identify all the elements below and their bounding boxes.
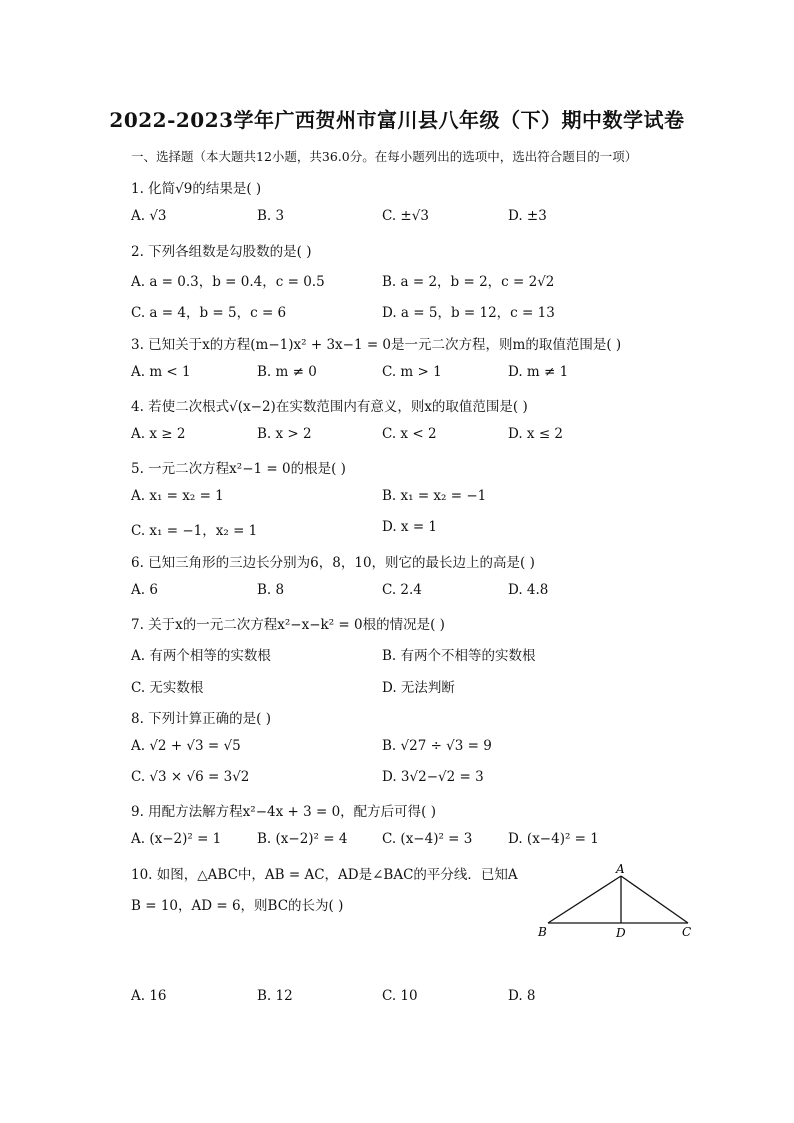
question-5-option-b: B. x₁ = x₂ = −1 [382,488,487,504]
side-ab [548,876,621,923]
question-5-option-d: D. x = 1 [382,519,438,535]
question-1-option-b: B. 3 [257,208,285,224]
question-1-option-c: C. ±√3 [382,208,429,224]
page-title: 2022-2023学年广西贺州市富川县八年级（下）期中数学试卷 [109,108,685,132]
question-10-option-b: B. 12 [257,988,293,1004]
question-4-option-d: D. x ≤ 2 [508,426,564,442]
question-2-option-b: B. a = 2，b = 2，c = 2√2 [382,274,555,290]
question-8-option-b: B. √27 ÷ √3 = 9 [382,738,492,754]
question-1-option-a: A. √3 [131,208,167,224]
section-heading: 一、选择题（本大题共12小题，共36.0分。在每小题列出的选项中，选出符合题目的一项） [131,149,638,164]
question-10-option-d: D. 8 [508,988,536,1004]
question-8-option-d: D. 3√2−√2 = 3 [382,769,484,785]
question-2-stem: 2. 下列各组数是勾股数的是( ) [131,244,312,260]
question-4-option-a: A. x ≥ 2 [131,426,186,442]
question-7-option-d: D. 无法判断 [382,680,455,696]
point-label-d: D [616,926,626,940]
question-4-stem: 4. 若使二次根式√(x−2)在实数范围内有意义，则x的取值范围是( ) [131,399,528,415]
question-7-option-a: A. 有两个相等的实数根 [131,648,271,664]
question-3-option-d: D. m ≠ 1 [508,364,569,380]
question-3-stem: 3. 已知关于x的方程(m−1)x² + 3x−1 = 0是一元二次方程，则m的取值范围是( ) [131,337,622,353]
question-5-option-c: C. x₁ = −1，x₂ = 1 [131,523,258,539]
question-6-option-a: A. 6 [131,582,158,598]
question-7-option-b: B. 有两个不相等的实数根 [382,648,536,664]
question-4-option-b: B. x > 2 [257,426,312,442]
question-8-option-c: C. √3 × √6 = 3√2 [131,769,250,785]
question-8-stem: 8. 下列计算正确的是( ) [131,711,271,727]
question-9-stem: 9. 用配方法解方程x²−4x + 3 = 0，配方后可得( ) [131,804,437,820]
question-1-option-d: D. ±3 [508,208,547,224]
question-10-stem-line-1: 10. 如图，△ABC中，AB = AC，AD是∠BAC的平分线．已知A [131,867,518,883]
question-6-option-b: B. 8 [257,582,285,598]
question-9-option-a: A. (x−2)² = 1 [131,831,222,847]
vertex-label-c: C [682,925,692,939]
question-1-stem: 1. 化简√9的结果是( ) [131,181,262,197]
question-6-option-c: C. 2.4 [382,582,422,598]
question-2-option-c: C. a = 4，b = 5，c = 6 [131,305,287,321]
question-7-option-c: C. 无实数根 [131,680,204,696]
question-4-option-c: C. x < 2 [382,426,437,442]
question-6-stem: 6. 已知三角形的三边长分别为6，8，10，则它的最长边上的高是( ) [131,555,535,571]
question-7-stem: 7. 关于x的一元二次方程x²−x−k² = 0根的情况是( ) [131,617,445,633]
question-9-option-b: B. (x−2)² = 4 [257,831,348,847]
side-ac [621,876,688,923]
question-5-option-a: A. x₁ = x₂ = 1 [131,488,224,504]
question-3-option-a: A. m < 1 [131,364,191,380]
question-3-option-b: B. m ≠ 0 [257,364,317,380]
question-10-option-c: C. 10 [382,988,418,1004]
question-9-option-c: C. (x−4)² = 3 [382,831,473,847]
question-5-stem: 5. 一元二次方程x²−1 = 0的根是( ) [131,461,346,477]
question-8-option-a: A. √2 + √3 = √5 [131,738,241,754]
question-9-option-d: D. (x−4)² = 1 [508,831,599,847]
vertex-label-a: A [616,862,625,876]
question-6-option-d: D. 4.8 [508,582,549,598]
question-2-option-a: A. a = 0.3，b = 0.4，c = 0.5 [131,274,325,290]
question-2-option-d: D. a = 5，b = 12，c = 13 [382,305,555,321]
question-10-stem-line-2: B = 10，AD = 6，则BC的长为( ) [131,898,344,914]
vertex-label-b: B [538,925,547,939]
triangle-diagram [536,862,696,942]
triangle-figure [536,862,696,942]
question-3-option-c: C. m > 1 [382,364,442,380]
question-10-option-a: A. 16 [131,988,167,1004]
